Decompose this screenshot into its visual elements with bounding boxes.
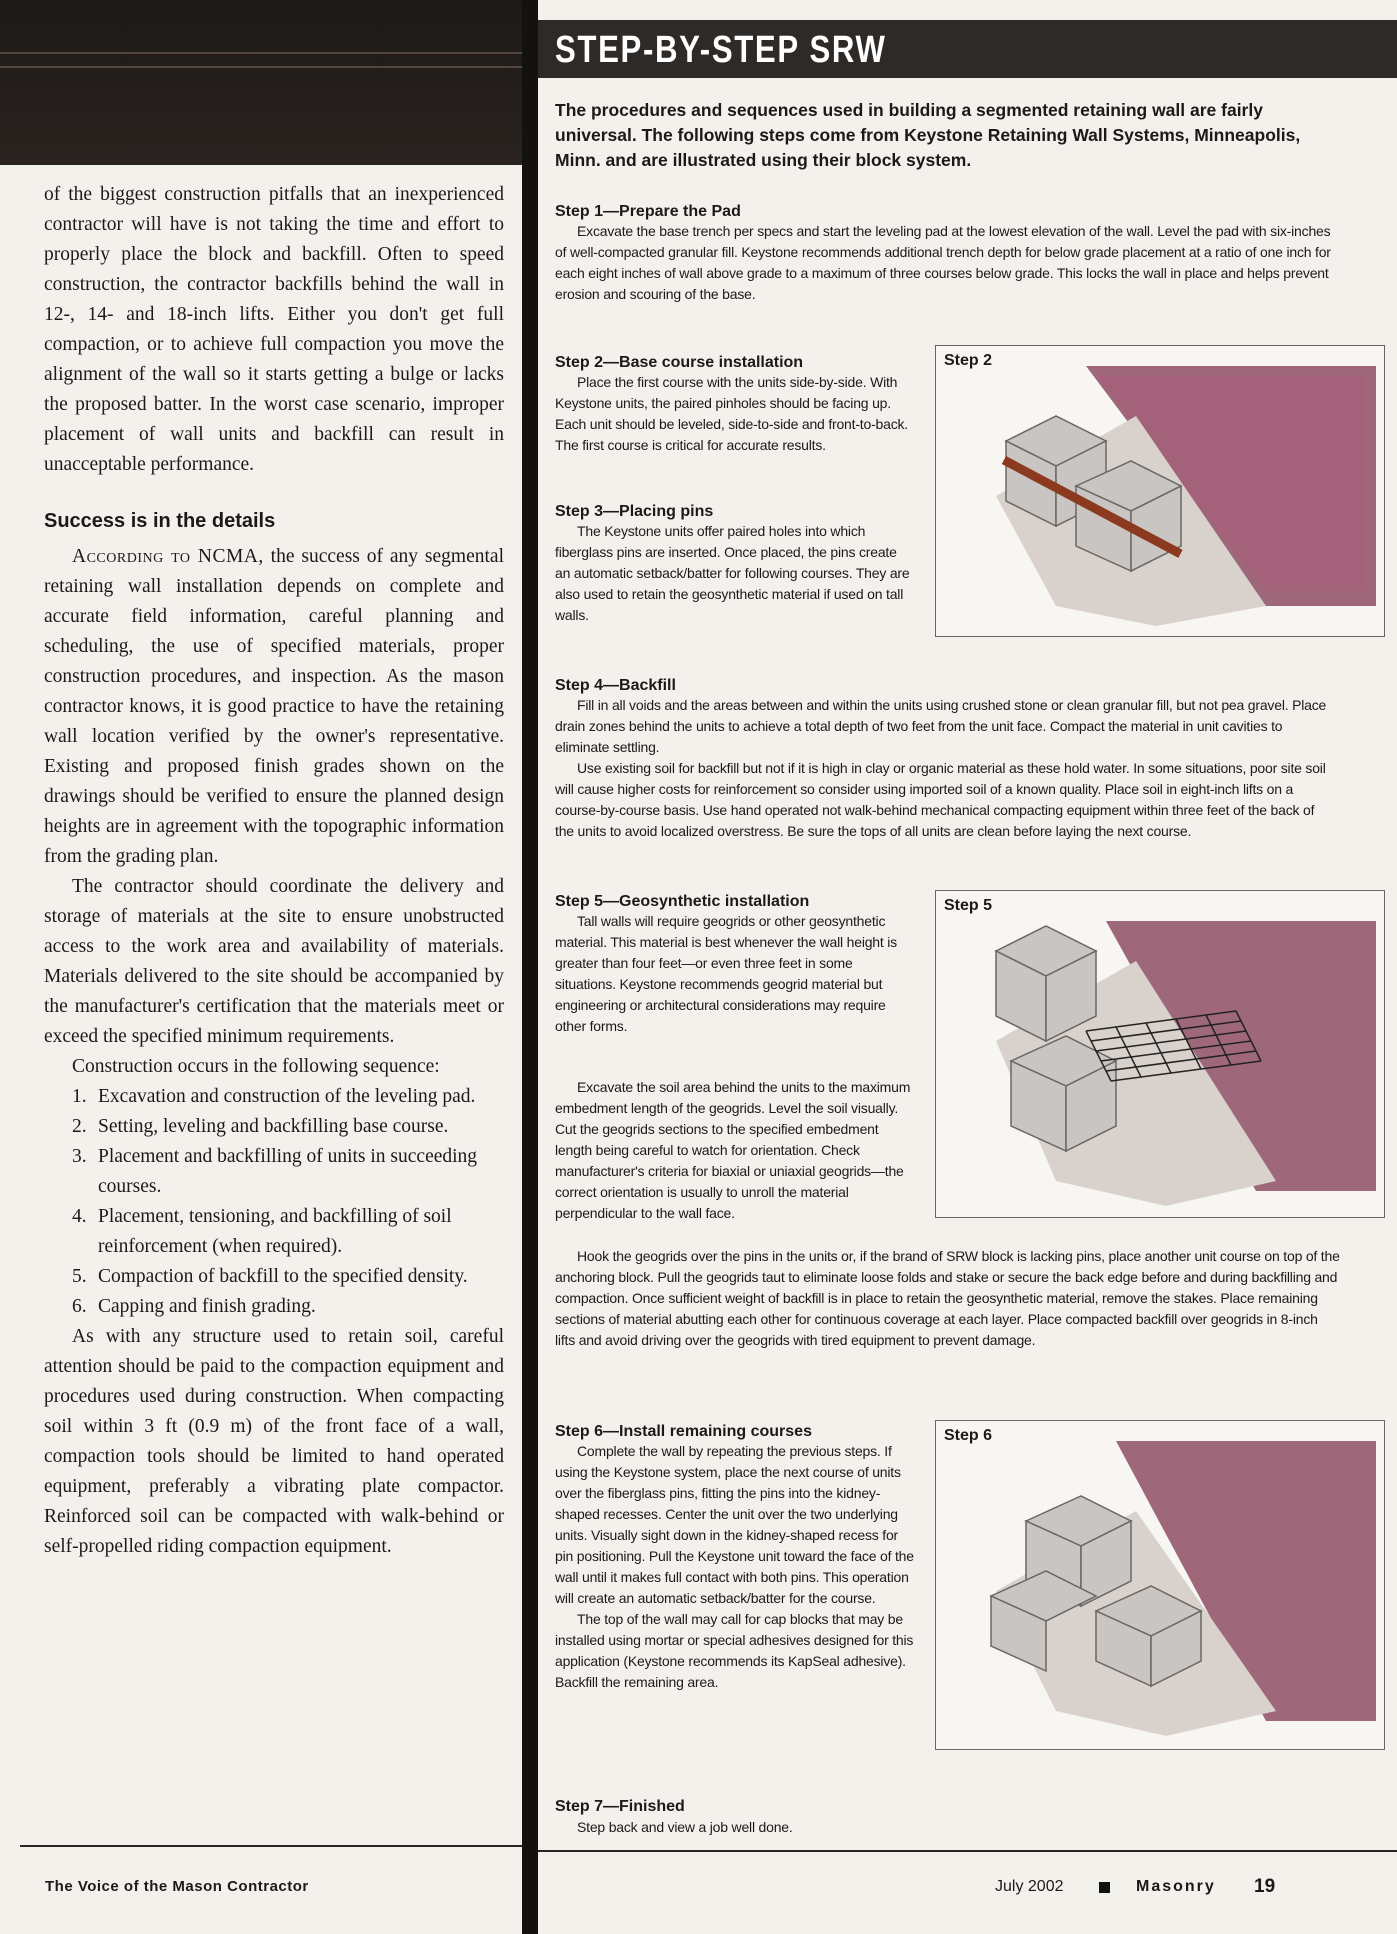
list-item: 1. Excavation and construction of the leveling pad. [72, 1086, 476, 1107]
construction-sequence-list [44, 1082, 504, 1322]
step-2-heading: Step 2—Base course installation [555, 354, 804, 371]
step-3-body: The Keystone units offer paired holes into which fiberglass pins are inserted. Once placed, the pins create an automatic setback/batter for following courses. They are also used to retain the geosynthetic material if used on tall walls. [555, 523, 910, 623]
list-item: 5. Compaction of backfill to the specified density. [72, 1266, 468, 1287]
figure-label: Step 6 [944, 1427, 993, 1444]
paragraph: The contractor should coordinate the delivery and storage of materials at the site to ensure unobstructed access to the work area and availability of materials. Materials delivered to the site should be accompanied by the manufacturer's certification that the materials meet or exceed the specified minimum requirements. [44, 876, 504, 1047]
geosynthetic-illustration [936, 891, 1384, 1217]
lead-in: According to NCMA, [72, 546, 264, 567]
step-6-body: Complete the wall by repeating the previous steps. If using the Keystone system, place the next course of units over the fiberglass pins, fitting the pins into the kidney-shaped recesses. Center the unit over the two underlying units. Visually sight down in the kidney-shaped recess for pin positioning. Pull the Keystone unit toward the face of the wall until it makes full contact with both pins. This operation will create an automatic setback/batter for the course. The top of the wall may call for cap blocks that may be installed using mortar or special adhesives designed for this application (Keystone recommends its KapSeal adhesive). Backfill the remaining area. [555, 1443, 914, 1690]
step-7-body: Step back and view a job well done. [577, 1819, 793, 1835]
step-1-body: Excavate the base trench per specs and start the leveling pad at the lowest elevation of the wall. Level the pad with six-inches of well-compacted granular fill. Keystone recommends additional trench depth for below grade placement at a ratio of one inch for each eight inches of wall above grade to a maximum of three courses below grade. This locks the wall in place and helps prevent erosion and scouring of the base. [555, 223, 1331, 302]
step-5-body-c: Hook the geogrids over the pins in the units or, if the brand of SRW block is lacking pins, place another unit course on top of the anchoring block. Pull the geogrids taut to eliminate loose folds and stake or secure the back edge before and during backfilling and compaction. Once sufficient weight of backfill is in place to retain the geosynthetic material, remove the stakes. Place remaining sections of material abutting each other for continuous coverage at each layer. Place compacted backfill over geogrids in 8-inch lifts and avoid driving over the geogrids with tired equipment to prevent damage. [555, 1248, 1340, 1348]
page-number: 19 [1254, 1876, 1276, 1897]
header-rule [0, 66, 522, 68]
figure-step-5 [935, 890, 1385, 1218]
step-2-body: Place the first course with the units side-by-side. With Keystone units, the paired pinholes should be facing up. Each unit should be leveled, side-to-side and front-to-back. The first course is critical for accurate results. [555, 374, 908, 453]
magazine-name: Masonry [1136, 1878, 1216, 1895]
list-item: 2. Setting, leveling and backfilling base course. [72, 1116, 449, 1137]
remaining-courses-illustration [936, 1421, 1384, 1749]
page-footer [995, 1876, 1275, 1898]
footer-rule [20, 1845, 522, 1847]
step-7-heading: Step 7—Finished [555, 1798, 685, 1815]
step-6-heading: Step 6—Install remaining courses [555, 1423, 812, 1440]
paragraph: of the biggest construction pitfalls that an inexperienced contractor will have is not taking the time and effort to properly place the block and backfill. Often to speed construction, the contractor backfills behind the wall in 12-, 14- and 18-inch lifts. Either you don't get full compaction, or to achieve full compaction you move the alignment of the wall so it starts getting a bulge or lacks the proposed batter. In the worst case scenario, improper placement of wall units and backfill can result in unacceptable performance. [44, 184, 504, 475]
footer-rule [538, 1850, 1397, 1852]
left-header-band [0, 0, 522, 165]
step-3-heading: Step 3—Placing pins [555, 503, 714, 520]
step-5-body-b: Excavate the soil area behind the units to the maximum embedment length of the geogrids. Level the soil visually. Cut the geogrids sections to the specified embedment length being careful to watch for orientation. Check manufacturer's criteria for biaxial or uniaxial geogrids—the correct orientation is usually to unroll the material perpendicular to the wall face. [555, 1079, 911, 1221]
figure-label: Step 5 [944, 897, 993, 914]
step-1-heading: Step 1—Prepare the Pad [555, 203, 741, 220]
step-4-heading: Step 4—Backfill [555, 677, 676, 694]
sidebar-title: STEP-BY-STEP SRW [555, 29, 887, 71]
step-5-body-a: Tall walls will require geogrids or other geosynthetic material. This material is best whenever the wall height is greater than four feet—or even three feet in some situations. Keystone recommends geogrid material but engineering or architectural considerations may require other forms. [555, 913, 897, 1034]
footer-square-icon [1099, 1882, 1110, 1893]
footer-tagline: The Voice of the Mason Contractor [45, 1878, 309, 1895]
list-item: 3. Placement and backfilling of units in succeeding courses. [72, 1146, 478, 1197]
list-item: 4. Placement, tensioning, and backfilling of soil reinforcement (when required). [72, 1206, 452, 1257]
paragraph: As with any structure used to retain soil, careful attention should be paid to the compaction equipment and procedures used during construction. When compacting soil within 3 ft (0.9 m) of the front face of a wall, compaction tools should be limited to hand operated equipment, preferably a vibrating plate compactor. Reinforced soil can be compacted with walk-behind or self-propelled riding compaction equipment. [44, 1326, 504, 1557]
header-rule [0, 52, 522, 54]
sequence-intro: Construction occurs in the following sequence: [72, 1056, 440, 1077]
figure-step-6 [935, 1420, 1385, 1750]
step-5-heading: Step 5—Geosynthetic installation [555, 893, 810, 910]
page-spine [522, 0, 538, 1934]
step-4-body: Fill in all voids and the areas between and within the units using crushed stone or clean granular fill, but not pea gravel. Place drain zones behind the units to achieve a total depth of two feet from the unit face. Compact the material in unit cavities to eliminate settling. Use existing soil for backfill but not if it is high in clay or organic material as these hold water. In some situations, poor site soil will cause higher costs for reinforcement so consider using imported soil of a known quality. Place soil in eight-inch lifts on a course-by-course basis. Use hand operated not walk-behind mechanical compacting equipment within three feet of the back of the units to avoid localized overstress. Be sure the tops of all units are clean before laying the next course. [555, 697, 1327, 839]
base-course-illustration [936, 346, 1384, 636]
sidebar-intro: The procedures and sequences used in building a segmented retaining wall are fairly universal. The following steps come from Keystone Retaining Wall Systems, Minneapolis, Minn. and are illustrated using their block system. [555, 100, 1301, 170]
list-item: 6. Capping and finish grading. [72, 1296, 316, 1317]
figure-label: Step 2 [944, 352, 993, 369]
issue-date: July 2002 [995, 1878, 1064, 1895]
left-article-column [44, 180, 504, 1562]
section-heading: Success is in the details [44, 510, 276, 532]
figure-step-2 [935, 345, 1385, 637]
paragraph: According to NCMA, the success of any segmental retaining wall installation depends on complete and accurate field information, careful planning and scheduling, the use of specified materials, proper construction procedures, and inspection. As the mason contractor knows, it is good practice to have the retaining wall location verified by the owner's representative. Existing and proposed finish grades shown on the drawings should be verified to ensure the planned design heights are in agreement with the topographic information from the grading plan. [44, 546, 504, 867]
